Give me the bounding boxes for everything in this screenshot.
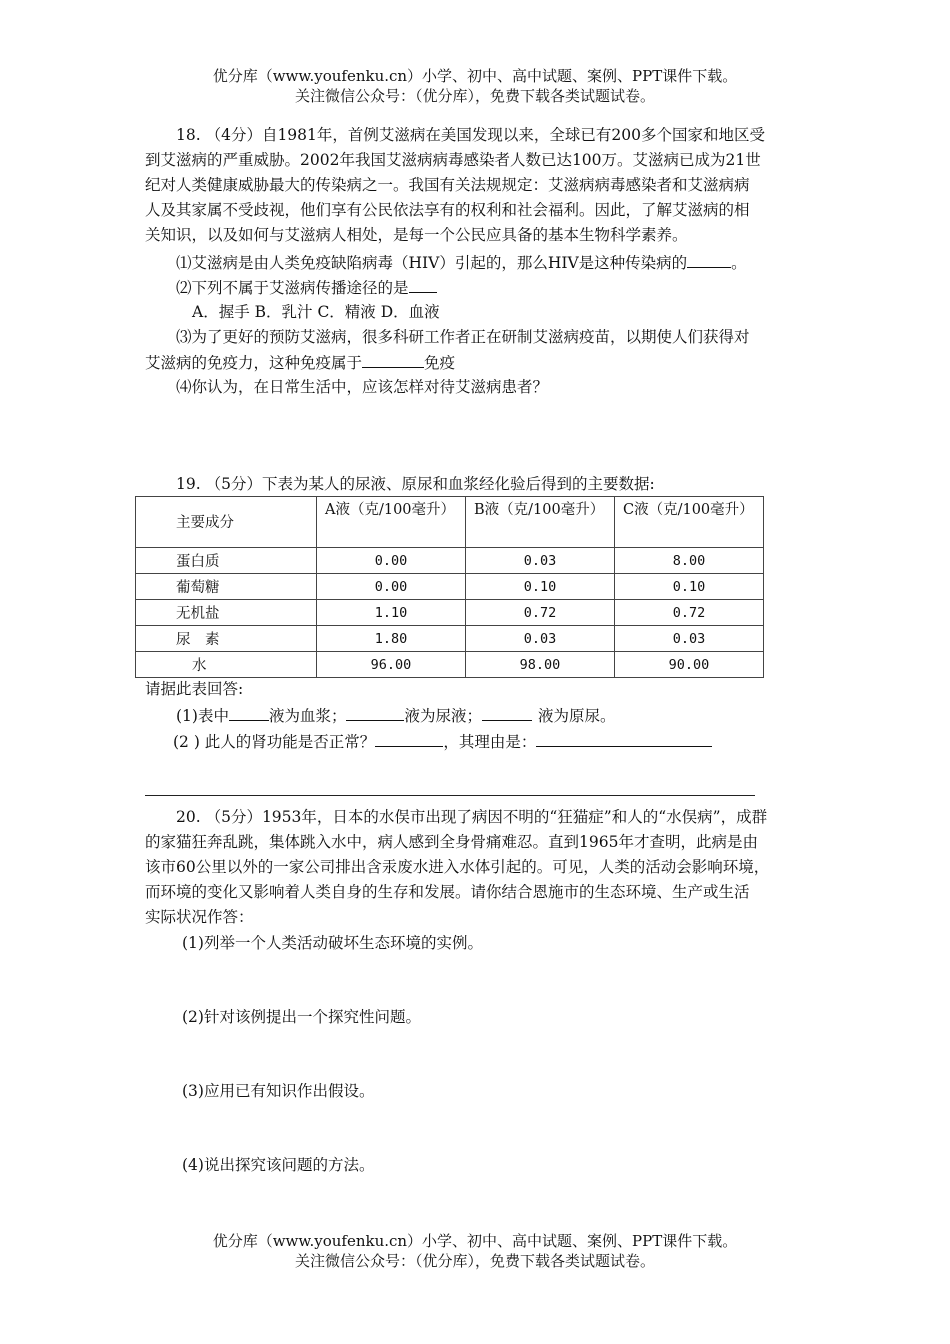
q20-intro-line-3: 该市60公里以外的一家公司排出含汞废水进入水体引起的。可见，人类的活动会影响环境，: [145, 858, 770, 876]
q19-part-2: [173, 730, 712, 753]
q18-part-1-text: ⑴艾滋病是由人类免疫缺陷病毒（HIV）引起的，那么HIV是这种传染病的: [176, 254, 688, 272]
page-header-line-2: 关注微信公众号：（优分库），免费下载各类试题试卷。: [294, 87, 655, 105]
table-row: [136, 574, 764, 600]
table-cell-value: 1.80: [317, 626, 466, 652]
answer-line[interactable]: [145, 795, 755, 796]
table-row: [136, 548, 764, 574]
urine-plasma-data-table: [135, 496, 764, 678]
table-cell-value: 0.00: [317, 574, 466, 600]
q19-prompt: 请据此表回答:: [145, 680, 244, 698]
q18-part-1: [176, 251, 747, 274]
q18-part-3-suffix: 免疫: [424, 354, 456, 372]
q19-intro: 19. （5分）下表为某人的尿液、原尿和血浆经化验后得到的主要数据:: [176, 475, 655, 493]
table-cell-value: 0.03: [466, 548, 615, 574]
q19-part-2-text: (2 ) 此人的肾功能是否正常？: [173, 733, 376, 751]
q20-part-1: (1)列举一个人类活动破坏生态环境的实例。: [182, 934, 483, 952]
table-row: [136, 600, 764, 626]
table-cell-value: 98.00: [466, 652, 615, 678]
q20-intro-line-1: 20. （5分）1953年，日本的水俣市出现了病因不明的“狂猫症”和人的“水俣病”，成群: [176, 808, 768, 826]
table-cell-value: 0.72: [466, 600, 615, 626]
q19-part-1-text: (1)表中: [176, 707, 229, 725]
q18-part-3-text: 艾滋病的免疫力，这种免疫属于: [145, 354, 363, 372]
page-header-line-1: 优分库（www.youfenku.cn）小学、初中、高中试题、案例、PPT课件下载。: [212, 67, 738, 85]
table-cell-value: 0.03: [615, 626, 764, 652]
table-cell-component: 蛋白质: [136, 548, 317, 574]
q18-intro-line-4: 人及其家属不受歧视，他们享有公民依法享有的权利和社会福利。因此，了解艾滋病的相: [145, 201, 750, 219]
q19-part-1-plasma: 液为血浆；: [268, 707, 347, 725]
table-cell-component: 葡萄糖: [136, 574, 317, 600]
q20-intro-line-2: 的家猫狂奔乱跳，集体跳入水中，病人感到全身骨痛难忍。直到1965年才查明，此病是由: [145, 833, 758, 851]
kidney-normal-answer-blank[interactable]: [375, 730, 443, 747]
table-cell-component: 尿 素: [136, 626, 317, 652]
q20-intro-line-5: 实际状况作答：: [145, 908, 254, 926]
table-cell-value: 8.00: [615, 548, 764, 574]
q19-part-1-primary-urine: 液为原尿。: [538, 707, 616, 725]
table-header-cell: 主要成分: [136, 497, 317, 548]
q18-part-2-text: ⑵下列不属于艾滋病传播途径的是: [176, 279, 409, 297]
table-cell-component: 水: [136, 652, 317, 678]
q20-intro-line-4: 而环境的变化又影响着人类自身的生存和发展。请你结合恩施市的生态环境、生产或生活: [145, 883, 750, 901]
table-cell-value: 90.00: [615, 652, 764, 678]
q18-part-1-end: 。: [731, 254, 747, 272]
page-footer-line-2: 关注微信公众号：（优分库），免费下载各类试题试卷。: [294, 1252, 655, 1270]
table-cell-value: 1.10: [317, 600, 466, 626]
table-header-cell: C液（克/100毫升）: [615, 497, 764, 548]
q19-part-2-reason-label: ，其理由是：: [443, 733, 537, 751]
plasma-answer-blank[interactable]: [229, 704, 269, 721]
q18-intro-line-1: 18. （4分）自1981年，首例艾滋病在美国发现以来，全球已有200多个国家和地区受: [176, 126, 765, 144]
reason-answer-blank[interactable]: [536, 730, 712, 747]
table-cell-value: 0.03: [466, 626, 615, 652]
table-row: [136, 626, 764, 652]
urine-answer-blank[interactable]: [346, 704, 404, 721]
q18-part-4: ⑷你认为，在日常生活中，应该怎样对待艾滋病患者？: [176, 378, 549, 396]
q20-part-4: (4)说出探究该问题的方法。: [182, 1156, 375, 1174]
q20-part-2: (2)针对该例提出一个探究性问题。: [182, 1008, 421, 1026]
primary-urine-answer-blank[interactable]: [482, 704, 532, 721]
q19-part-1-urine: 液为尿液；: [404, 707, 482, 725]
q20-part-3: (3)应用已有知识作出假设。: [182, 1082, 375, 1100]
q18-intro-line-3: 纪对人类健康威胁最大的传染病之一。我国有关法规规定：艾滋病病毒感染者和艾滋病病: [145, 176, 750, 194]
table-header-row: [136, 497, 764, 548]
q18-part-2: [176, 276, 437, 299]
table-cell-value: 96.00: [317, 652, 466, 678]
table-header-cell: A液（克/100毫升）: [317, 497, 466, 548]
table-cell-value: 0.10: [466, 574, 615, 600]
q18-part-3-blank[interactable]: [362, 351, 424, 368]
q18-intro-line-2: 到艾滋病的严重威胁。2002年我国艾滋病病毒感染者人数已达100万。艾滋病已成为21世: [145, 151, 761, 169]
q18-part-2-blank[interactable]: [409, 276, 437, 293]
q18-part-1-blank[interactable]: [687, 251, 731, 268]
q19-part-1: [176, 704, 616, 727]
table-cell-value: 0.72: [615, 600, 764, 626]
table-row: [136, 652, 764, 678]
page-footer-line-1: 优分库（www.youfenku.cn）小学、初中、高中试题、案例、PPT课件下载。: [212, 1232, 738, 1250]
q18-options: A．握手 B．乳汁 C．精液 D．血液: [192, 303, 440, 321]
q18-part-3-line-2: [145, 351, 455, 374]
table-cell-component: 无机盐: [136, 600, 317, 626]
q18-part-3-line-1: ⑶为了更好的预防艾滋病，很多科研工作者正在研制艾滋病疫苗，以期使人们获得对: [176, 328, 750, 346]
table-header-cell: B液（克/100毫升）: [466, 497, 615, 548]
q18-intro-line-5: 关知识，以及如何与艾滋病人相处，是每一个公民应具备的基本生物科学素养。: [145, 226, 688, 244]
table-cell-value: 0.00: [317, 548, 466, 574]
table-cell-value: 0.10: [615, 574, 764, 600]
